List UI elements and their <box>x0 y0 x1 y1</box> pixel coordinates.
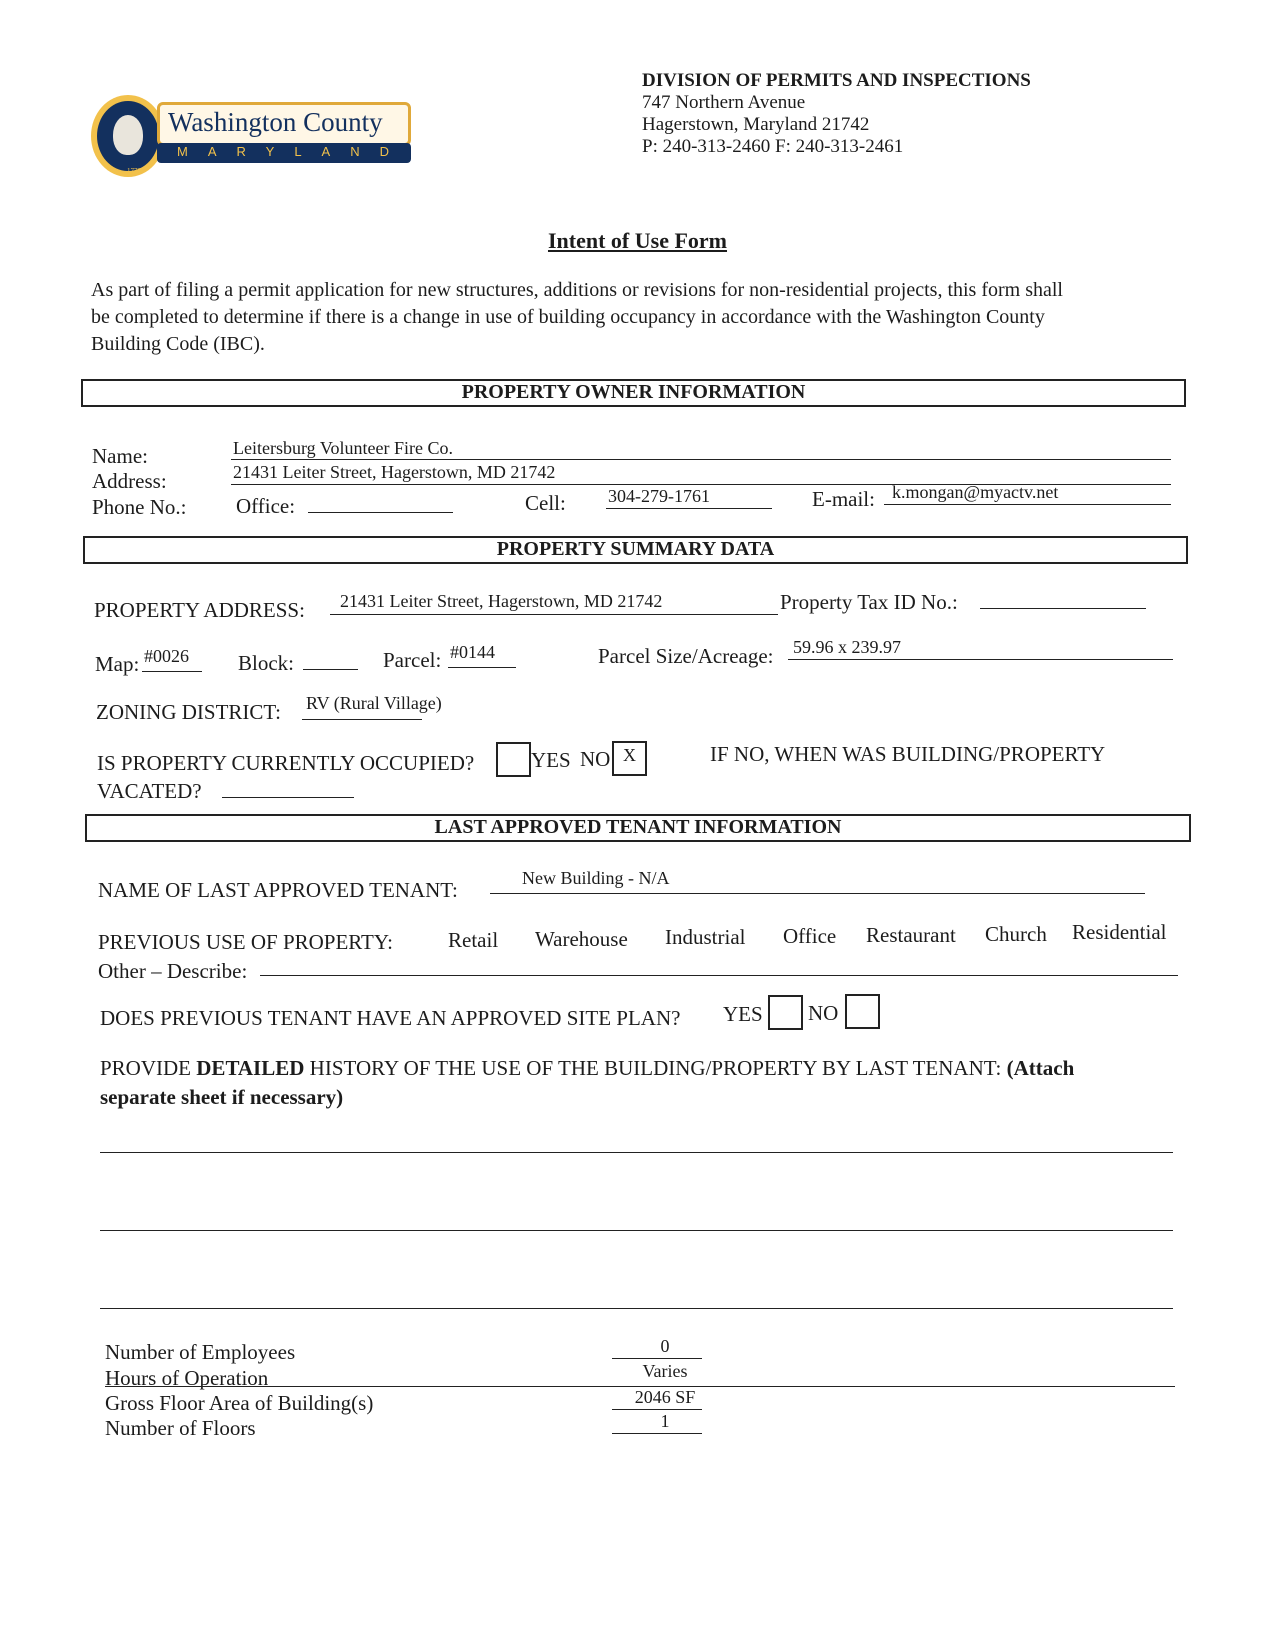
use-option-residential[interactable]: Residential <box>1072 920 1167 944</box>
division-header <box>642 70 1031 158</box>
form-title: Intent of Use Form <box>547 228 728 253</box>
occupied-yes-checkbox[interactable] <box>496 742 531 777</box>
owner-address-label: Address: <box>92 469 167 493</box>
zoning-value[interactable]: RV (Rural Village) <box>306 693 442 713</box>
parcel-value[interactable]: #0144 <box>450 642 495 662</box>
site-plan-question: DOES PREVIOUS TENANT HAVE AN APPROVED SITE PLAN? <box>100 1006 681 1030</box>
history-instructions: PROVIDE DETAILED HISTORY OF THE USE OF THE BUILDING/PROPERTY BY LAST TENANT: (Attach <box>100 1056 1075 1080</box>
logo-name: Washington County <box>168 107 383 137</box>
employees-value[interactable]: 0 <box>660 1336 670 1356</box>
occupied-yes-label: YES <box>531 748 571 772</box>
owner-cell-label: Cell: <box>525 491 566 515</box>
county-logo <box>91 95 417 179</box>
use-option-warehouse[interactable]: Warehouse <box>535 927 628 951</box>
floor-area-label: Gross Floor Area of Building(s) <box>105 1391 374 1415</box>
owner-email-label: E-mail: <box>812 487 875 511</box>
history-instructions-line2: separate sheet if necessary) <box>100 1085 344 1109</box>
hours-value[interactable]: Varies <box>642 1361 688 1381</box>
property-address-label: PROPERTY ADDRESS: <box>94 598 305 622</box>
owner-cell-value[interactable]: 304-279-1761 <box>608 486 710 506</box>
site-plan-no-checkbox[interactable] <box>845 994 880 1029</box>
division-title: DIVISION OF PERMITS AND INSPECTIONS <box>642 70 1031 91</box>
owner-email-value[interactable]: k.mongan@myactv.net <box>892 482 1059 502</box>
intro-paragraph: As part of filing a permit application for new structures, additions or revisions for non-residential projects, this form shall be completed to determine if there is a change in use of building occupancy in accordance with the Washington County Building Code (IBC). <box>91 279 1063 355</box>
other-describe-label: Other – Describe: <box>98 959 248 983</box>
tenant-name-label: NAME OF LAST APPROVED TENANT: <box>98 878 458 902</box>
division-street: 747 Northern Avenue <box>642 92 806 113</box>
tax-id-label: Property Tax ID No.: <box>780 590 958 614</box>
county-seal-icon: 1776 <box>91 95 165 177</box>
site-plan-yes-label: YES <box>723 1002 763 1026</box>
use-option-church[interactable]: Church <box>985 922 1047 946</box>
site-plan-no-label: NO <box>808 1001 839 1025</box>
occupied-no-label: NO <box>580 747 611 771</box>
occupied-question: IS PROPERTY CURRENTLY OCCUPIED? <box>97 751 475 775</box>
vacated-question: IF NO, WHEN WAS BUILDING/PROPERTY <box>710 742 1106 766</box>
parcel-size-value[interactable]: 59.96 x 239.97 <box>793 637 901 657</box>
hours-label: Hours of Operation <box>105 1366 269 1390</box>
parcel-size-label: Parcel Size/Acreage: <box>598 644 774 668</box>
owner-phone-label: Phone No.: <box>92 495 187 519</box>
parcel-label: Parcel: <box>383 648 442 672</box>
summary-section-header: PROPERTY SUMMARY DATA <box>83 536 1188 564</box>
owner-name-value[interactable]: Leitersburg Volunteer Fire Co. <box>233 438 453 458</box>
property-address-value[interactable]: 21431 Leiter Street, Hagerstown, MD 21742 <box>340 591 663 611</box>
tenant-section-header: LAST APPROVED TENANT INFORMATION <box>85 814 1191 842</box>
logo-state: MARYLAND <box>177 144 410 159</box>
map-value[interactable]: #0026 <box>144 646 189 666</box>
tenant-name-value[interactable]: New Building - N/A <box>522 868 670 888</box>
block-label: Block: <box>238 651 294 675</box>
use-option-retail[interactable]: Retail <box>448 928 499 952</box>
floors-value[interactable]: 1 <box>660 1411 670 1431</box>
division-city: Hagerstown, Maryland 21742 <box>642 114 870 135</box>
occupied-no-checkbox[interactable]: X <box>612 741 647 776</box>
use-option-industrial[interactable]: Industrial <box>665 925 746 949</box>
use-option-office[interactable]: Office <box>783 924 837 948</box>
map-label: Map: <box>95 652 140 676</box>
site-plan-yes-checkbox[interactable] <box>768 995 803 1030</box>
prev-use-label: PREVIOUS USE OF PROPERTY: <box>98 930 393 954</box>
vacated-label: VACATED? <box>97 779 202 803</box>
use-option-restaurant[interactable]: Restaurant <box>866 923 956 947</box>
owner-address-value[interactable]: 21431 Leiter Street, Hagerstown, MD 21742 <box>233 462 556 482</box>
owner-section-header: PROPERTY OWNER INFORMATION <box>81 379 1186 407</box>
floor-area-value[interactable]: 2046 SF <box>634 1387 696 1407</box>
floors-label: Number of Floors <box>105 1416 256 1440</box>
zoning-label: ZONING DISTRICT: <box>96 700 282 724</box>
owner-office-label: Office: <box>236 494 296 518</box>
employees-label: Number of Employees <box>105 1340 296 1364</box>
owner-name-label: Name: <box>92 444 148 468</box>
division-phones: P: 240-313-2460 F: 240-313-2461 <box>642 136 904 157</box>
